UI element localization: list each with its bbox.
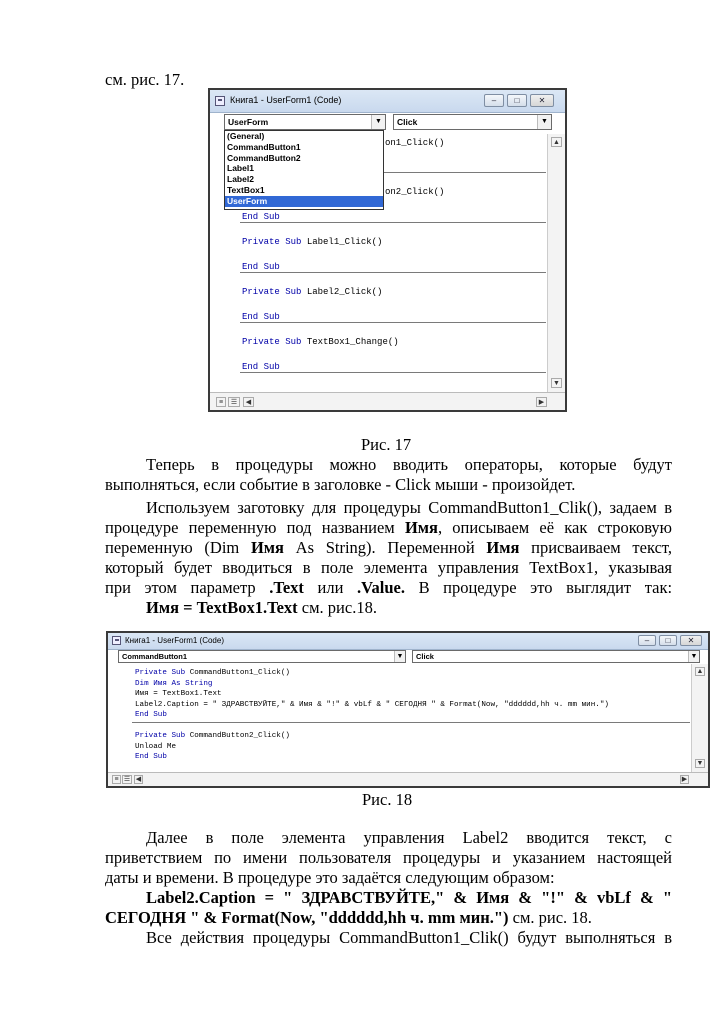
formula-line: СЕГОДНЯ " & Format(Now, "dddddd,hh ч. mm мин.") см. рис. 18.: [105, 908, 592, 927]
figure-caption-17: Рис. 17: [361, 435, 412, 454]
paragraph-line: Все действия процедуры CommandButton1_Clik() будут выполняться в: [146, 928, 672, 947]
chevron-down-icon[interactable]: ▼: [371, 115, 385, 129]
code-line: Private Sub Label1_Click(): [242, 237, 383, 247]
paragraph-line: даты и времени. В процедуре это задаётся следующим образом:: [105, 868, 555, 887]
scroll-right-icon[interactable]: ▶: [681, 776, 688, 783]
paragraph-line: переменную (Dim Имя As String). Переменной Имя присваиваем текст,: [105, 538, 672, 557]
object-combo-value: UserForm: [228, 117, 269, 127]
paragraph-line: выполняться, если событие в заголовке - Click мыши - произойдет.: [105, 475, 576, 494]
procedure-separator: [240, 272, 546, 273]
scroll-right-icon[interactable]: ▶: [536, 397, 547, 407]
chevron-down-icon[interactable]: ▼: [688, 651, 699, 662]
dropdown-item[interactable]: Label1: [227, 163, 254, 174]
code-line: Label2.Caption = " ЗДРАВСТВУЙТЕ," & Имя & "!" & vbLf & " СЕГОДНЯ " & Format(Now, "dddddd,hh ч. mm мин."): [135, 700, 609, 709]
code-line: End Sub: [242, 262, 280, 272]
procedure-separator: [132, 722, 690, 723]
paragraph-line: процедуре переменную под названием Имя, описываем её как строковую: [105, 518, 673, 537]
code-line: Имя = TextBox1.Text: [135, 690, 222, 698]
vertical-scrollbar[interactable]: [547, 134, 565, 392]
procedure-combo-value: Click: [397, 117, 418, 127]
chevron-down-icon[interactable]: ▼: [394, 651, 405, 662]
code-line: on2_Click(): [385, 187, 445, 197]
code-window-fig18: [106, 631, 710, 788]
procedure-separator: [240, 372, 546, 373]
scroll-left-icon[interactable]: ◀: [135, 776, 142, 783]
procedure-combo-value: Click: [416, 652, 434, 661]
code-line: Unload Me: [135, 742, 177, 751]
paragraph-line: при этом параметр .Text или .Value. В процедуре это выглядит так:: [105, 578, 673, 597]
horizontal-scrollbar[interactable]: [108, 772, 708, 786]
minimize-button[interactable]: –: [638, 635, 656, 646]
procedure-combo[interactable]: [412, 650, 700, 663]
code-line: End Sub: [242, 212, 280, 222]
code-line: End Sub: [242, 362, 280, 372]
code-line: Private Sub Label2_Click(): [242, 287, 383, 297]
paragraph-line: Далее в поле элемента управления Label2 вводится текст, с: [146, 828, 672, 847]
paragraph-line: приветствием по имени пользователя процедуры и указанием настоящей: [105, 848, 672, 867]
code-line: End Sub: [135, 753, 167, 761]
code-line: Private Sub CommandButton1_Click(): [135, 669, 290, 677]
code-line: End Sub: [242, 312, 280, 322]
dropdown-item[interactable]: TextBox1: [227, 184, 265, 195]
title-bar: [108, 633, 708, 650]
scroll-up-icon[interactable]: ▲: [696, 668, 704, 675]
procedure-separator: [240, 322, 546, 323]
maximize-button[interactable]: □: [659, 635, 677, 646]
object-combo[interactable]: [118, 650, 406, 663]
object-combo[interactable]: [224, 114, 386, 130]
code-line: Dim Имя As String: [135, 679, 213, 688]
object-combo-value: CommandButton1: [122, 652, 187, 661]
window-title: Книга1 - UserForm1 (Code): [230, 95, 342, 105]
dropdown-item[interactable]: Label2: [227, 174, 254, 185]
minimize-button[interactable]: –: [484, 94, 504, 107]
scroll-down-icon[interactable]: ▼: [696, 760, 704, 767]
paragraph-line: Используем заготовку для процедуры CommandButton1_Clik(), задаем в: [146, 498, 672, 517]
scroll-down-icon[interactable]: ▼: [551, 378, 562, 388]
dropdown-item-selected[interactable]: UserForm: [225, 196, 383, 207]
horizontal-scrollbar[interactable]: [210, 392, 565, 410]
assignment-line: Имя = TextBox1.Text см. рис.18.: [146, 598, 377, 617]
window-icon: [112, 636, 121, 645]
close-button[interactable]: ✕: [530, 94, 554, 107]
paragraph-line: который будет вводиться в поле элемента управления TextBox1, указывая: [105, 558, 672, 577]
code-line: Private Sub CommandButton2_Click(): [135, 732, 290, 740]
window-icon: [215, 96, 225, 106]
dropdown-item[interactable]: CommandButton2: [227, 152, 301, 163]
scroll-up-icon[interactable]: ▲: [551, 137, 562, 147]
code-window-fig17: [208, 88, 567, 412]
full-module-view-icon[interactable]: ☰: [123, 776, 131, 783]
code-line: End Sub: [135, 711, 167, 719]
procedure-view-icon[interactable]: ≡: [216, 397, 226, 407]
full-module-view-icon[interactable]: ☰: [228, 397, 240, 407]
dropdown-item[interactable]: CommandButton1: [227, 141, 301, 152]
formula-line: Label2.Caption = " ЗДРАВСТВУЙТЕ," & Имя & "!" & vbLf & ": [146, 888, 672, 907]
procedure-separator: [240, 222, 546, 223]
figure-caption-18: Рис. 18: [362, 790, 413, 809]
code-line: on1_Click(): [385, 138, 445, 148]
dropdown-item[interactable]: (General): [227, 131, 265, 141]
intro-reference: см. рис. 17.: [105, 70, 185, 89]
title-bar: [210, 90, 565, 113]
procedure-view-icon[interactable]: ≡: [112, 775, 121, 784]
procedure-combo[interactable]: [393, 114, 552, 130]
vertical-scrollbar[interactable]: [691, 664, 708, 772]
window-title: Книга1 - UserForm1 (Code): [125, 636, 224, 645]
scroll-left-icon[interactable]: ◀: [243, 397, 254, 407]
paragraph-line: Теперь в процедуры можно вводить операторы, которые будут: [146, 455, 672, 474]
code-line: Private Sub TextBox1_Change(): [242, 337, 399, 347]
chevron-down-icon[interactable]: ▼: [537, 115, 551, 129]
close-button[interactable]: ✕: [680, 635, 702, 646]
maximize-button[interactable]: □: [507, 94, 527, 107]
object-dropdown-list: [224, 130, 384, 210]
